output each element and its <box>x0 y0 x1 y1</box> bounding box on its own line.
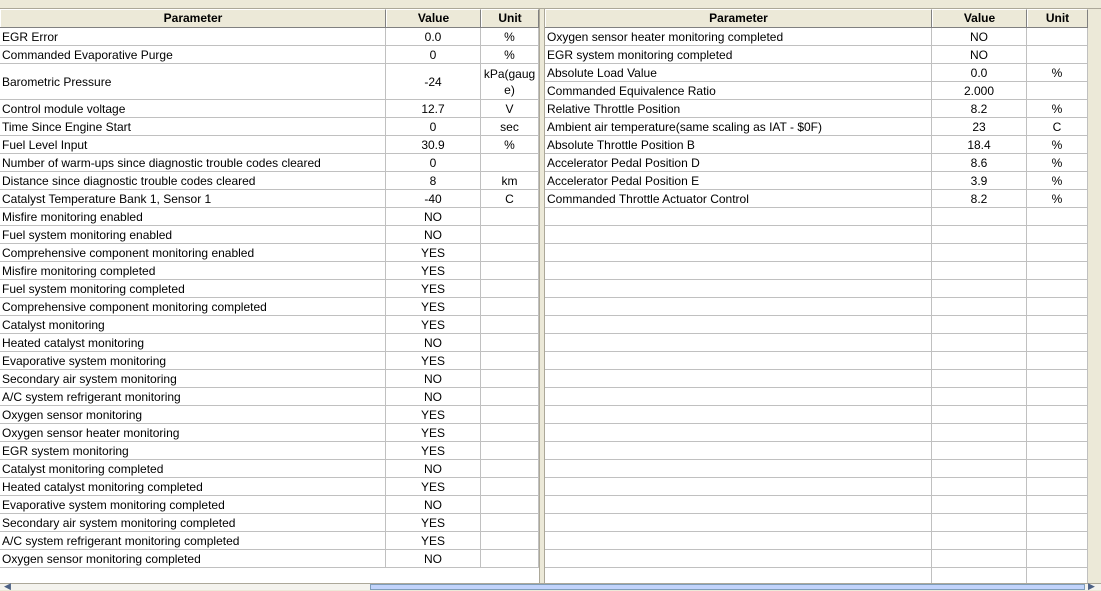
cell-value <box>932 514 1027 531</box>
cell-parameter: Control module voltage <box>0 100 386 117</box>
cell-value: 18.4 <box>932 136 1027 153</box>
table-row[interactable] <box>0 352 539 370</box>
cell-unit <box>1027 334 1088 351</box>
cell-parameter <box>545 352 932 369</box>
cell-unit: kPa(gauge) <box>481 64 539 99</box>
cell-value: YES <box>386 442 481 459</box>
table-row[interactable] <box>0 298 539 316</box>
cell-unit <box>1027 28 1088 45</box>
cell-value: 8.6 <box>932 154 1027 171</box>
cell-unit <box>1027 532 1088 549</box>
cell-parameter: Oxygen sensor heater monitoring completed <box>545 28 932 45</box>
table-row[interactable] <box>545 118 1088 136</box>
right-grid-body <box>545 28 1088 583</box>
cell-parameter: Accelerator Pedal Position D <box>545 154 932 171</box>
cell-parameter: Commanded Throttle Actuator Control <box>545 190 932 207</box>
cell-parameter: A/C system refrigerant monitoring <box>0 388 386 405</box>
cell-value <box>932 388 1027 405</box>
cell-value <box>932 568 1027 583</box>
cell-unit <box>481 406 539 423</box>
cell-unit <box>481 388 539 405</box>
cell-unit <box>1027 226 1088 243</box>
cell-value <box>932 442 1027 459</box>
left-grid-header <box>0 9 539 28</box>
table-row[interactable] <box>0 334 539 352</box>
cell-value: YES <box>386 532 481 549</box>
cell-parameter: Catalyst monitoring completed <box>0 460 386 477</box>
cell-unit: C <box>481 190 539 207</box>
cell-unit: % <box>481 136 539 153</box>
empty-table-row[interactable] <box>545 280 1088 298</box>
cell-parameter: Heated catalyst monitoring completed <box>0 478 386 495</box>
table-row[interactable] <box>545 82 1088 100</box>
table-row[interactable] <box>545 100 1088 118</box>
table-row[interactable] <box>0 28 539 46</box>
cell-parameter: Oxygen sensor monitoring completed <box>0 550 386 567</box>
cell-parameter <box>545 478 932 495</box>
cell-value: 0.0 <box>932 64 1027 81</box>
cell-parameter: Comprehensive component monitoring enabled <box>0 244 386 261</box>
empty-table-row[interactable] <box>545 298 1088 316</box>
cell-parameter: Oxygen sensor monitoring <box>0 406 386 423</box>
cell-parameter: Relative Throttle Position <box>545 100 932 117</box>
cell-parameter <box>545 568 932 583</box>
cell-unit <box>481 478 539 495</box>
cell-unit <box>481 550 539 567</box>
cell-value: NO <box>386 334 481 351</box>
table-row[interactable] <box>0 442 539 460</box>
table-row[interactable] <box>0 262 539 280</box>
empty-table-row[interactable] <box>545 208 1088 226</box>
cell-value: NO <box>386 208 481 225</box>
cell-unit: % <box>1027 172 1088 189</box>
cell-parameter <box>545 532 932 549</box>
table-row[interactable] <box>0 532 539 550</box>
table-row[interactable] <box>0 100 539 118</box>
cell-value: YES <box>386 244 481 261</box>
table-row[interactable] <box>0 550 539 568</box>
cell-unit: sec <box>481 118 539 135</box>
table-row[interactable] <box>0 478 539 496</box>
cell-value: NO <box>386 550 481 567</box>
cell-value: -24 <box>386 64 481 99</box>
cell-value <box>932 352 1027 369</box>
cell-unit <box>481 244 539 261</box>
cell-parameter: Evaporative system monitoring <box>0 352 386 369</box>
table-row[interactable] <box>0 154 539 172</box>
empty-table-row[interactable] <box>545 532 1088 550</box>
cell-parameter <box>545 406 932 423</box>
cell-parameter: Misfire monitoring completed <box>0 262 386 279</box>
cell-parameter <box>545 424 932 441</box>
table-row[interactable] <box>0 64 539 100</box>
cell-unit: % <box>1027 154 1088 171</box>
empty-table-row[interactable] <box>545 460 1088 478</box>
cell-value: YES <box>386 406 481 423</box>
table-row[interactable] <box>0 46 539 64</box>
table-row[interactable] <box>545 172 1088 190</box>
cell-value: 0 <box>386 154 481 171</box>
cell-value <box>932 460 1027 477</box>
cell-parameter <box>545 298 932 315</box>
cell-parameter <box>545 262 932 279</box>
scroll-right-arrow-icon[interactable]: ▶ <box>1088 581 1095 591</box>
empty-table-row[interactable] <box>545 442 1088 460</box>
cell-parameter <box>545 514 932 531</box>
cell-parameter: Distance since diagnostic trouble codes cleared <box>0 172 386 189</box>
cell-value <box>932 406 1027 423</box>
cell-unit <box>481 424 539 441</box>
cell-value: YES <box>386 424 481 441</box>
cell-parameter: Accelerator Pedal Position E <box>545 172 932 189</box>
table-row[interactable] <box>545 46 1088 64</box>
cell-unit <box>481 298 539 315</box>
cell-unit: km <box>481 172 539 189</box>
cell-parameter <box>545 280 932 297</box>
cell-parameter <box>545 208 932 225</box>
table-row[interactable] <box>545 136 1088 154</box>
cell-parameter: Fuel system monitoring completed <box>0 280 386 297</box>
table-row[interactable] <box>0 406 539 424</box>
cell-unit <box>1027 82 1088 99</box>
cell-unit: % <box>1027 64 1088 81</box>
cell-value: NO <box>386 460 481 477</box>
table-row[interactable] <box>0 460 539 478</box>
cell-value <box>932 280 1027 297</box>
cell-unit: % <box>1027 136 1088 153</box>
cell-value: 12.7 <box>386 100 481 117</box>
cell-value <box>932 298 1027 315</box>
cell-unit <box>1027 280 1088 297</box>
cell-parameter <box>545 460 932 477</box>
cell-unit <box>1027 316 1088 333</box>
right-parameter-grid <box>545 9 1088 583</box>
cell-unit: % <box>1027 100 1088 117</box>
cell-parameter <box>545 442 932 459</box>
empty-table-row[interactable] <box>545 352 1088 370</box>
cell-unit <box>1027 568 1088 583</box>
cell-parameter <box>545 316 932 333</box>
cell-value: 0 <box>386 118 481 135</box>
cell-value: YES <box>386 262 481 279</box>
cell-value: YES <box>386 280 481 297</box>
cell-value: 8.2 <box>932 190 1027 207</box>
cell-unit <box>481 334 539 351</box>
top-toolbar-edge <box>0 0 1101 9</box>
cell-value <box>932 334 1027 351</box>
left-parameter-grid <box>0 9 539 583</box>
cell-unit <box>481 262 539 279</box>
cell-value <box>932 424 1027 441</box>
cell-parameter: Comprehensive component monitoring completed <box>0 298 386 315</box>
empty-table-row[interactable] <box>545 316 1088 334</box>
cell-unit <box>1027 496 1088 513</box>
cell-value <box>932 316 1027 333</box>
cell-unit <box>1027 244 1088 261</box>
cell-unit <box>1027 352 1088 369</box>
table-row[interactable] <box>0 388 539 406</box>
table-row[interactable] <box>545 28 1088 46</box>
cell-unit <box>1027 388 1088 405</box>
cell-unit <box>481 352 539 369</box>
cell-value: -40 <box>386 190 481 207</box>
empty-table-row[interactable] <box>545 334 1088 352</box>
header-unit[interactable]: Unit <box>1027 9 1088 27</box>
cell-unit <box>1027 208 1088 225</box>
cell-parameter: Commanded Equivalence Ratio <box>545 82 932 99</box>
cell-unit <box>481 280 539 297</box>
cell-unit <box>481 208 539 225</box>
table-row[interactable] <box>0 244 539 262</box>
cell-parameter: Barometric Pressure <box>0 64 386 99</box>
scrollbar-thumb[interactable] <box>370 584 1085 590</box>
header-parameter[interactable]: Parameter <box>545 9 932 27</box>
cell-value <box>932 496 1027 513</box>
cell-parameter: Secondary air system monitoring <box>0 370 386 387</box>
cell-value: 8.2 <box>932 100 1027 117</box>
cell-parameter: EGR Error <box>0 28 386 45</box>
cell-parameter <box>545 334 932 351</box>
left-grid-body <box>0 28 539 568</box>
cell-parameter: Time Since Engine Start <box>0 118 386 135</box>
header-value[interactable]: Value <box>932 9 1027 27</box>
cell-unit <box>1027 424 1088 441</box>
empty-table-row[interactable] <box>545 244 1088 262</box>
cell-parameter: Ambient air temperature(same scaling as IAT - $0F) <box>545 118 932 135</box>
cell-unit <box>481 442 539 459</box>
cell-value <box>932 532 1027 549</box>
table-row[interactable] <box>545 64 1088 82</box>
cell-parameter <box>545 370 932 387</box>
cell-parameter: Misfire monitoring enabled <box>0 208 386 225</box>
empty-table-row[interactable] <box>545 496 1088 514</box>
cell-value: NO <box>386 496 481 513</box>
empty-table-row[interactable] <box>545 568 1088 583</box>
table-row[interactable] <box>0 316 539 334</box>
table-row[interactable] <box>545 190 1088 208</box>
cell-unit <box>1027 514 1088 531</box>
cell-unit: % <box>481 46 539 63</box>
horizontal-scrollbar[interactable] <box>0 583 1101 590</box>
cell-parameter: Absolute Load Value <box>545 64 932 81</box>
cell-value: 2.000 <box>932 82 1027 99</box>
cell-parameter <box>545 388 932 405</box>
cell-unit <box>1027 46 1088 63</box>
cell-parameter: Oxygen sensor heater monitoring <box>0 424 386 441</box>
right-grid-header <box>545 9 1088 28</box>
cell-unit <box>1027 262 1088 279</box>
cell-parameter: Catalyst monitoring <box>0 316 386 333</box>
cell-value: 3.9 <box>932 172 1027 189</box>
cell-unit: V <box>481 100 539 117</box>
cell-value: NO <box>386 226 481 243</box>
cell-parameter: EGR system monitoring completed <box>545 46 932 63</box>
empty-table-row[interactable] <box>545 406 1088 424</box>
cell-parameter: Catalyst Temperature Bank 1, Sensor 1 <box>0 190 386 207</box>
empty-table-row[interactable] <box>545 478 1088 496</box>
cell-unit <box>1027 406 1088 423</box>
table-row[interactable] <box>0 496 539 514</box>
cell-parameter <box>545 496 932 513</box>
cell-unit <box>1027 298 1088 315</box>
cell-unit <box>1027 370 1088 387</box>
header-parameter[interactable]: Parameter <box>0 9 386 27</box>
table-row[interactable] <box>0 226 539 244</box>
cell-unit <box>1027 550 1088 567</box>
cell-unit <box>481 460 539 477</box>
table-row[interactable] <box>0 190 539 208</box>
cell-value <box>932 262 1027 279</box>
cell-unit <box>481 316 539 333</box>
cell-unit <box>481 514 539 531</box>
cell-value <box>932 550 1027 567</box>
cell-parameter: Absolute Throttle Position B <box>545 136 932 153</box>
empty-table-row[interactable] <box>545 424 1088 442</box>
table-row[interactable] <box>0 514 539 532</box>
table-row[interactable] <box>0 118 539 136</box>
cell-value: 30.9 <box>386 136 481 153</box>
empty-table-row[interactable] <box>545 388 1088 406</box>
window-right-edge <box>1088 9 1101 583</box>
cell-unit: % <box>1027 190 1088 207</box>
empty-table-row[interactable] <box>545 550 1088 568</box>
cell-unit: C <box>1027 118 1088 135</box>
cell-unit <box>1027 460 1088 477</box>
table-row[interactable] <box>0 136 539 154</box>
cell-value: YES <box>386 514 481 531</box>
cell-parameter: Fuel system monitoring enabled <box>0 226 386 243</box>
cell-parameter: Heated catalyst monitoring <box>0 334 386 351</box>
cell-value: NO <box>932 46 1027 63</box>
cell-parameter: EGR system monitoring <box>0 442 386 459</box>
cell-unit <box>1027 442 1088 459</box>
cell-value: YES <box>386 298 481 315</box>
table-row[interactable] <box>0 370 539 388</box>
cell-value <box>932 226 1027 243</box>
cell-value: YES <box>386 352 481 369</box>
cell-unit: % <box>481 28 539 45</box>
empty-table-row[interactable] <box>545 226 1088 244</box>
cell-value: NO <box>932 28 1027 45</box>
cell-unit <box>481 532 539 549</box>
cell-value: 0.0 <box>386 28 481 45</box>
cell-unit <box>481 226 539 243</box>
header-value[interactable]: Value <box>386 9 481 27</box>
table-row[interactable] <box>0 424 539 442</box>
cell-parameter: Secondary air system monitoring completed <box>0 514 386 531</box>
table-row[interactable] <box>0 208 539 226</box>
empty-table-row[interactable] <box>545 262 1088 280</box>
cell-parameter <box>545 226 932 243</box>
cell-parameter: Number of warm-ups since diagnostic trouble codes cleared <box>0 154 386 171</box>
table-row[interactable] <box>0 280 539 298</box>
cell-value: 8 <box>386 172 481 189</box>
table-row[interactable] <box>0 172 539 190</box>
cell-value: 0 <box>386 46 481 63</box>
cell-parameter <box>545 550 932 567</box>
cell-parameter: Fuel Level Input <box>0 136 386 153</box>
cell-value: YES <box>386 316 481 333</box>
cell-parameter: Evaporative system monitoring completed <box>0 496 386 513</box>
cell-value <box>932 370 1027 387</box>
cell-value <box>932 208 1027 225</box>
cell-unit <box>1027 478 1088 495</box>
cell-value <box>932 244 1027 261</box>
cell-value: NO <box>386 388 481 405</box>
cell-parameter <box>545 244 932 261</box>
cell-value <box>932 478 1027 495</box>
empty-table-row[interactable] <box>545 514 1088 532</box>
table-row[interactable] <box>545 154 1088 172</box>
cell-unit <box>481 370 539 387</box>
scroll-left-arrow-icon[interactable]: ◀ <box>4 581 11 591</box>
cell-unit <box>481 154 539 171</box>
cell-value: NO <box>386 370 481 387</box>
cell-parameter: A/C system refrigerant monitoring completed <box>0 532 386 549</box>
cell-value: 23 <box>932 118 1027 135</box>
cell-unit <box>481 496 539 513</box>
cell-value: YES <box>386 478 481 495</box>
empty-table-row[interactable] <box>545 370 1088 388</box>
header-unit[interactable]: Unit <box>481 9 539 27</box>
cell-parameter: Commanded Evaporative Purge <box>0 46 386 63</box>
